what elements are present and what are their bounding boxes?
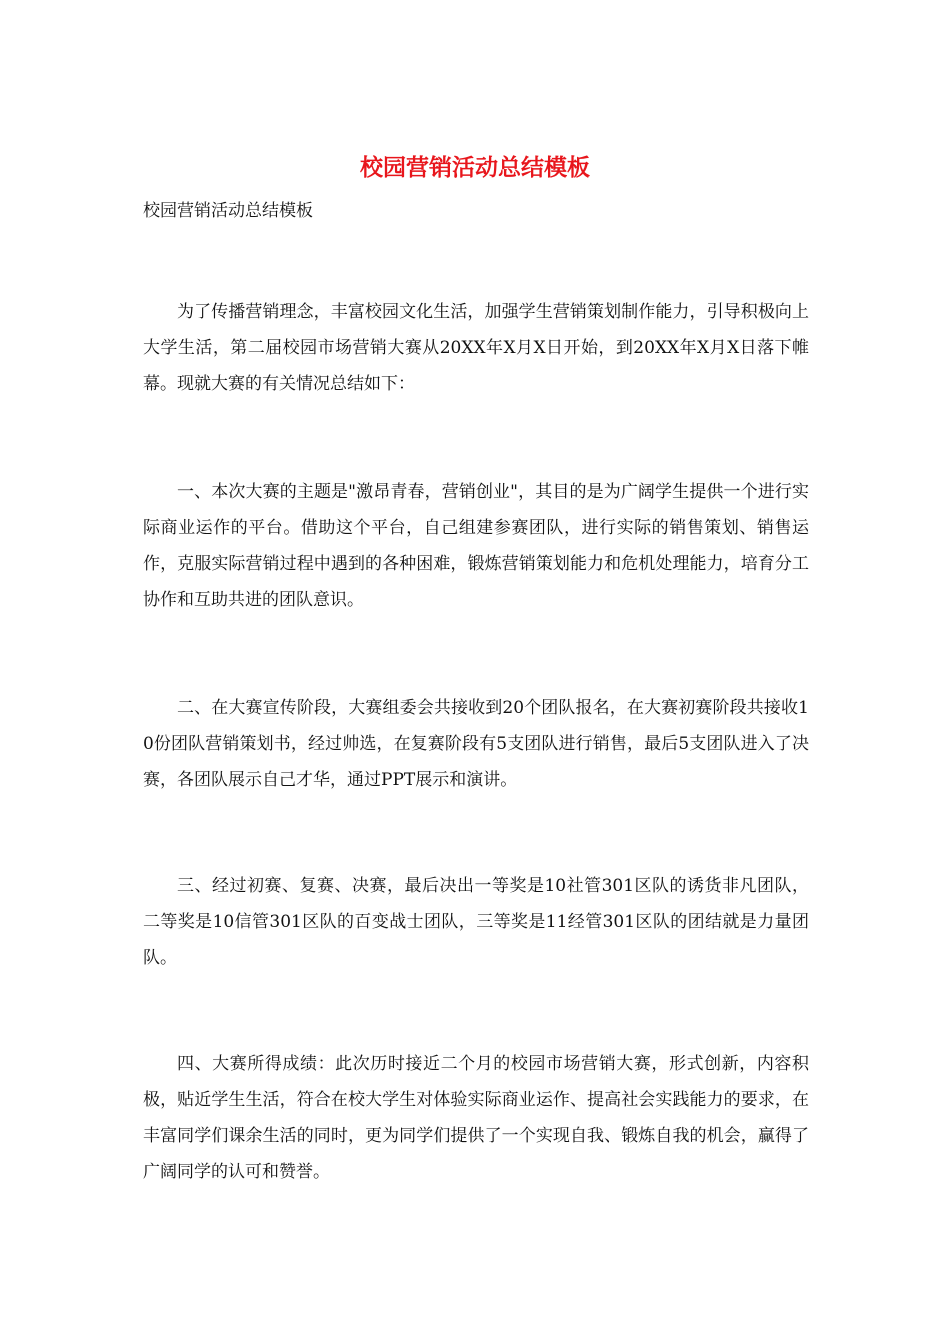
paragraph-awards: 三、经过初赛、复赛、决赛，最后决出一等奖是10社管301区队的诱货非凡团队，二等奖是10信管301区队的百变战士团队，三等奖是11经管301区队的团结就是力量团队。: [143, 876, 809, 968]
document-subtitle: 校园营销活动总结模板: [143, 201, 313, 221]
paragraph-results: 四、大赛所得成绩：此次历时接近二个月的校园市场营销大赛，形式创新，内容积极，贴近学生生活，符合在校大学生对体验实际商业运作、提高社会实践能力的要求，在丰富同学们课余生活的同时，更为同学们提供了一个实现自我、锻炼自我的机会，赢得了广阔同学的认可和赞誉。: [143, 1054, 809, 1182]
document-title: 校园营销活动总结模板: [360, 154, 590, 181]
paragraph-intro: 为了传播营销理念，丰富校园文化生活，加强学生营销策划制作能力，引导积极向上大学生活，第二届校园市场营销大赛从20XX年X月X日开始，到20XX年X月X日落下帷幕。现就大赛的有关情况总结如下：: [143, 302, 809, 394]
paragraph-stages: 二、在大赛宣传阶段，大赛组委会共接收到20个团队报名，在大赛初赛阶段共接收10份团队营销策划书，经过帅选，在复赛阶段有5支团队进行销售，最后5支团队进入了决赛，各团队展示自己才华，通过PPT展示和演讲。: [143, 698, 809, 790]
paragraph-theme: 一、本次大赛的主题是"激昂青春，营销创业"，其目的是为广阔学生提供一个进行实际商业运作的平台。借助这个平台，自己组建参赛团队，进行实际的销售策划、销售运作，克服实际营销过程中遇到的各种困难，锻炼营销策划能力和危机处理能力，培育分工协作和互助共进的团队意识。: [143, 482, 809, 610]
